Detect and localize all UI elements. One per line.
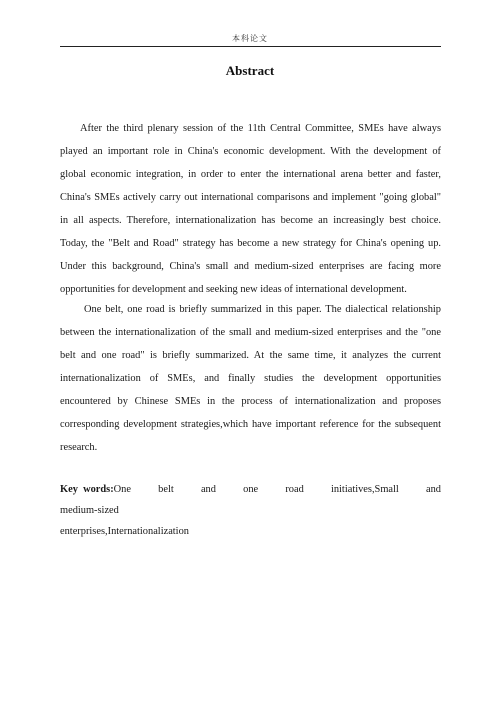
abstract-paragraph-1: After the third plenary session of the 11th Central Committee, SMEs have always played an important role in China's economic development. With the development of global economic integration, in order to enter the international arena better and faster, China's SMEs actively carry out international comparisons and implement "going global" in all aspects. Therefore, internationalization has become an increasingly best choice. Today, the "Belt and Road" strategy has become a new strategy for China's opening up. Under this background, China's small and medium-sized enterprises are facing more opportunities for development and seeking new ideas of international development. <box>60 123 441 295</box>
keywords-block <box>60 479 441 542</box>
keywords-text-1: One belt and one road initiatives,Small and medium-sized <box>60 484 441 516</box>
running-header: 本科论文 <box>232 34 268 43</box>
header-divider <box>60 46 441 47</box>
keywords-line-1 <box>60 479 441 521</box>
keywords-line-2: enterprises,Internationalization <box>60 526 189 537</box>
abstract-title: Abstract <box>225 63 275 78</box>
keywords-label: Key words: <box>60 484 114 495</box>
abstract-paragraph-2: One belt, one road is briefly summarized in this paper. The dialectical relationship between the internationalization of the small and medium-sized enterprises and the "one belt and one road" is briefly summarized. At the same time, it analyzes the current internationalization of SMEs, and finally studies the development opportunities encountered by Chinese SMEs in the process of internationalization and proposes corresponding development strategies,which have important reference for the subsequent research. <box>60 304 441 453</box>
